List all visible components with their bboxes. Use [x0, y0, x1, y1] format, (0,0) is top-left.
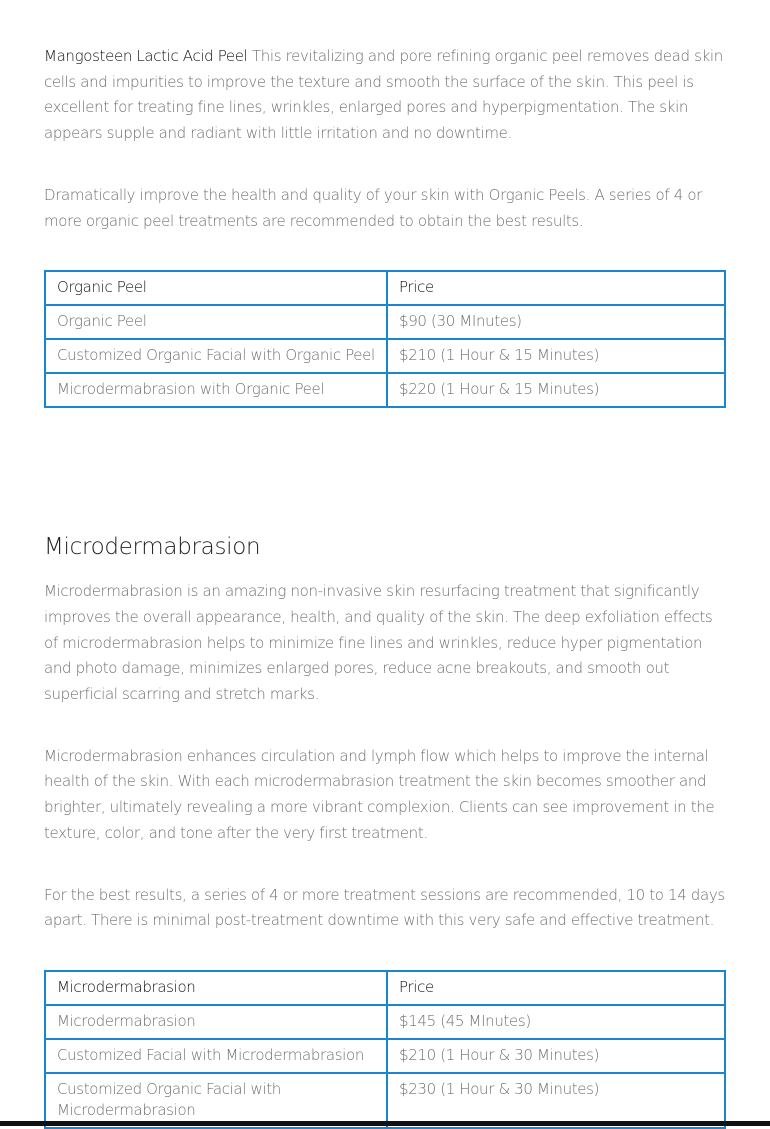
table-row [45, 373, 725, 407]
peel-intro-text: This revitalizing and pore refining organic peel removes dead skin cells and impurities to improve the texture and smooth the surface of the skin. This peel is excellent for treating fine lines, wrinkles, enlarged pores and hyperpigmentation. The skin appears supple and radiant with little irritation and no downtime. [44, 47, 723, 143]
table-row [45, 339, 725, 373]
organic-peel-price-table [44, 270, 726, 408]
table-row [45, 1039, 725, 1073]
table-cell-price: $210 (1 Hour & 30 Minutes) [387, 1039, 725, 1073]
table-cell-price: $220 (1 Hour & 15 Minutes) [387, 373, 725, 407]
table-header-cell: Organic Peel [45, 271, 387, 305]
table-cell-price: $210 (1 Hour & 15 Minutes) [387, 339, 725, 373]
peel-series-paragraph: Dramatically improve the health and quality of your skin with Organic Peels. A series of 4 or more organic peel treatments are recommended to obtain the best results. [44, 185, 702, 230]
table-cell-service: Customized Facial with Microdermabrasion [45, 1039, 387, 1073]
micro-paragraph-2: Microdermabrasion enhances circulation and lymph flow which helps to improve the internal health of the skin. With each microdermabrasion treatment the skin becomes smoother and brighter, ultimately revealing a more vibrant complexion. Clients can see improvement in the texture, color, and tone after the very first treatment. [44, 746, 715, 842]
bottom-edge-bar [0, 1121, 770, 1126]
page-content [44, 44, 726, 1129]
table-header-cell: Microdermabrasion [45, 971, 387, 1005]
table-cell-price: $230 (1 Hour & 30 Minutes) [387, 1073, 725, 1128]
peel-intro-paragraph [44, 44, 726, 147]
micro-paragraph-3: For the best results, a series of 4 or more treatment sessions are recommended, 10 to 14 days apart. There is minimal post-treatment downtime with this very safe and effective treatment. [44, 885, 725, 930]
table-header-cell: Price [387, 971, 725, 1005]
table-cell-service: Customized Organic Facial with Microdermabrasion [45, 1073, 387, 1128]
table-row [45, 305, 725, 339]
table-header-cell: Price [387, 271, 725, 305]
table-cell-service: Microdermabrasion with Organic Peel [45, 373, 387, 407]
table-row [45, 1073, 725, 1128]
table-cell-service: Organic Peel [45, 305, 387, 339]
microdermabrasion-price-table [44, 970, 726, 1129]
table-cell-service: Microdermabrasion [45, 1005, 387, 1039]
table-header-row [45, 271, 725, 305]
table-cell-service: Customized Organic Facial with Organic Peel [45, 339, 387, 373]
section-heading: Microdermabrasion [44, 534, 261, 561]
table-header-row [45, 971, 725, 1005]
table-row [45, 1005, 725, 1039]
microdermabrasion-section [44, 533, 726, 1129]
micro-paragraph-1: Microdermabrasion is an amazing non-invasive skin resurfacing treatment that significantly improves the overall appearance, health, and quality of the skin. The deep exfoliation effects of microdermabrasion helps to minimize fine lines and wrinkles, reduce hyper pigmentation and photo damage, minimizes enlarged pores, reduce acne breakouts, and smooth out superficial scarring and stretch marks. [44, 582, 713, 704]
table-cell-price: $145 (45 MInutes) [387, 1005, 725, 1039]
peel-intro-label: Mangosteen Lactic Acid Peel [44, 47, 248, 65]
table-cell-price: $90 (30 MInutes) [387, 305, 725, 339]
